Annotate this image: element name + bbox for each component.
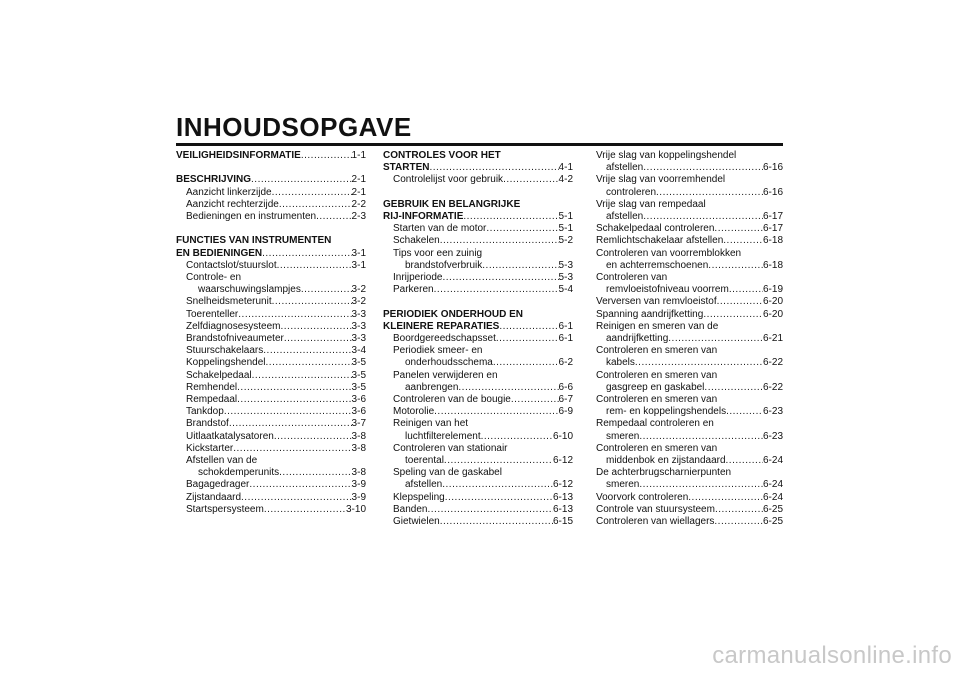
toc-leader-dots	[279, 199, 352, 211]
toc-page-number: 6-2	[558, 357, 573, 369]
toc-entry-title: Rempedaal	[186, 394, 238, 406]
toc-entry-title: waarschuwingslampjes	[198, 284, 301, 296]
toc-page-number: 3-9	[351, 491, 366, 503]
toc-entry[interactable]	[176, 504, 366, 516]
toc-entry-title: Banden	[393, 503, 428, 515]
toc-entry-continued: Vrije slag van koppelingshendel	[596, 150, 737, 161]
toc-page-number: 3-1	[351, 247, 366, 259]
toc-leader-dots	[511, 394, 559, 406]
toc-entry-title: aandrijfketting	[606, 333, 669, 345]
toc-entry-title: KLEINERE REPARATIES	[383, 320, 500, 332]
toc-page-number: 6-16	[762, 162, 783, 174]
toc-section-entry[interactable]	[176, 150, 366, 162]
toc-entry[interactable]	[176, 211, 366, 223]
toc-page-number: 4-1	[558, 162, 573, 174]
toc-entry-title: Aanzicht linkerzijde	[186, 186, 272, 198]
toc-entry-title: Uitlaatkatalysatoren	[186, 430, 274, 442]
toc-entry[interactable]	[176, 309, 366, 321]
toc-entry-title: Snelheidsmeterunit	[186, 296, 272, 308]
toc-page-number: 6-15	[552, 516, 573, 528]
toc-section-entry[interactable]	[176, 248, 366, 260]
toc-entry[interactable]	[383, 174, 573, 186]
toc-entry-title: Stuurschakelaars	[186, 345, 264, 357]
toc-leader-dots	[429, 162, 558, 174]
toc-entry-continued: Tips voor een zuinig	[393, 247, 483, 259]
toc-page-number: 6-22	[762, 381, 783, 393]
toc-entry-title: brandstofverbruik	[405, 259, 483, 271]
toc-entry-continued: Reinigen van het	[393, 418, 469, 430]
toc-leader-dots	[440, 235, 559, 247]
toc-section-heading: PERIODIEK ONDERHOUD EN	[383, 308, 524, 320]
toc-entry[interactable]	[383, 333, 573, 345]
toc-entry-title: Schakelen	[393, 235, 440, 247]
toc-entry[interactable]	[383, 382, 573, 394]
toc-page-number: 5-4	[558, 284, 573, 296]
toc-entry-title: Boordgereedschapsset	[393, 333, 496, 345]
toc-page-number: 6-20	[762, 296, 783, 308]
toc-entry-continued: Controleren en smeren van	[596, 369, 718, 381]
toc-entry-continued: Controleren en smeren van	[596, 442, 718, 454]
toc-gap	[176, 162, 366, 174]
toc-page-number: 2-3	[351, 211, 366, 222]
toc-entry[interactable]	[176, 321, 366, 333]
toc-entry[interactable]	[383, 284, 573, 296]
toc-entry[interactable]	[596, 431, 783, 443]
toc-leader-dots	[668, 333, 763, 345]
toc-entry-title: en achterremschoenen	[606, 259, 709, 271]
toc-entry-title: luchtfilterelement	[405, 430, 481, 442]
toc-leader-dots	[249, 479, 351, 491]
toc-entry[interactable]	[596, 357, 783, 369]
toc-entry[interactable]	[383, 492, 573, 504]
toc-entry-title: remvloeistofniveau voorrem	[606, 284, 729, 296]
toc-page-number: 6-22	[762, 357, 783, 369]
toc-entry-title: rem- en koppelingshendels	[606, 406, 727, 418]
toc-leader-dots	[442, 272, 558, 284]
toc-entry[interactable]	[383, 504, 573, 516]
toc-leader-dots	[434, 406, 558, 418]
toc-entry[interactable]	[596, 223, 783, 235]
toc-entry-title: Brandstof	[186, 418, 229, 430]
toc-leader-dots	[237, 394, 351, 406]
toc-entry-continued: Panelen verwijderen en	[393, 369, 498, 381]
toc-entry[interactable]	[176, 187, 366, 199]
toc-leader-dots	[486, 223, 558, 235]
toc-entry[interactable]	[176, 443, 366, 455]
toc-page-number: 3-3	[351, 333, 366, 345]
toc-entry-title: onderhoudsschema	[405, 357, 493, 369]
toc-entry[interactable]	[383, 516, 573, 528]
toc-column-1	[176, 150, 366, 516]
toc-entry-continued: Vrije slag van rempedaal	[596, 198, 706, 210]
toc-entry-continued: Afstellen van de	[186, 455, 258, 467]
toc-leader-dots	[434, 284, 559, 296]
toc-leader-dots	[277, 260, 352, 272]
toc-entry-title: smeren	[606, 430, 640, 442]
toc-entry[interactable]	[596, 479, 783, 491]
toc-page-number: 6-1	[558, 333, 573, 345]
toc-entry[interactable]	[176, 418, 366, 430]
toc-page-number: 6-18	[762, 235, 783, 247]
toc-page-number: 3-6	[351, 394, 366, 406]
toc-page-number: 6-23	[762, 430, 783, 442]
toc-entry-title: Zijstandaard	[186, 491, 242, 503]
toc-page-number: 5-1	[558, 211, 573, 222]
toc-page-number: 3-8	[351, 430, 366, 442]
toc-leader-dots	[726, 455, 763, 467]
toc-entry[interactable]	[596, 333, 783, 345]
toc-entry-title: Controle van stuursysteem	[596, 503, 715, 515]
toc-entry-continued: Controleren en smeren van	[596, 345, 718, 357]
toc-leader-dots	[442, 479, 553, 491]
toc-leader-dots	[643, 162, 763, 174]
toc-leader-dots	[279, 467, 351, 479]
toc-leader-dots	[251, 174, 352, 186]
toc-section-heading: FUNCTIES VAN INSTRUMENTEN	[176, 235, 332, 247]
toc-leader-dots	[499, 321, 558, 333]
toc-page-number: 5-3	[558, 272, 573, 284]
toc-page-number: 3-10	[345, 503, 366, 515]
toc-entry[interactable]	[596, 284, 783, 296]
toc-page-number: 5-3	[558, 259, 573, 271]
toc-gap	[176, 223, 366, 235]
toc-page-number: 6-17	[762, 211, 783, 223]
toc-page-number: 6-13	[552, 491, 573, 503]
toc-page-number: 6-13	[552, 503, 573, 515]
toc-page-number: 2-1	[351, 174, 366, 186]
toc-entry-title: EN BEDIENINGEN	[176, 247, 263, 259]
toc-page-number: 1-1	[351, 150, 366, 161]
toc-page-number: 6-19	[762, 284, 783, 296]
toc-entry-title: Remlichtschakelaar afstellen	[596, 235, 724, 247]
toc-leader-dots	[643, 211, 763, 223]
toc-entry-title: afstellen	[405, 479, 443, 491]
toc-leader-dots	[714, 516, 763, 528]
toc-entry-title: Brandstofniveaumeter	[186, 333, 284, 345]
toc-leader-dots	[284, 333, 352, 345]
toc-entry-continued: Controleren van	[596, 272, 668, 284]
toc-entry[interactable]	[176, 394, 366, 406]
toc-entry[interactable]	[596, 382, 783, 394]
toc-entry-title: Bedieningen en instrumenten	[186, 211, 317, 222]
toc-leader-dots	[496, 333, 559, 345]
toc-leader-dots	[482, 260, 558, 272]
toc-entry-title: STARTEN	[383, 162, 430, 174]
toc-leader-dots	[445, 492, 553, 504]
toc-entry[interactable]	[176, 382, 366, 394]
toc-page-number: 6-18	[762, 259, 783, 271]
toc-page-number: 6-9	[558, 406, 573, 418]
toc-entry-title: Voorvork controleren	[596, 491, 689, 503]
toc-entry-title: Toerenteller	[186, 308, 239, 320]
toc-page-number: 3-2	[351, 284, 366, 296]
toc-entry[interactable]	[596, 260, 783, 272]
toc-leader-dots	[238, 309, 351, 321]
toc-entry-continued: Controleren van voorremblokken	[596, 247, 742, 259]
toc-entry[interactable]	[176, 199, 366, 211]
toc-entry-title: aanbrengen	[405, 381, 459, 393]
toc-column-2	[383, 150, 573, 528]
toc-entry[interactable]	[596, 492, 783, 504]
watermark: carmanualsonline.info	[712, 642, 952, 669]
toc-gap	[383, 296, 573, 308]
toc-entry-title: Remhendel	[186, 381, 238, 393]
toc-entry[interactable]	[596, 516, 783, 528]
toc-leader-dots	[266, 357, 352, 369]
toc-page-number: 3-3	[351, 320, 366, 332]
toc-entry-title: Spanning aandrijfketting	[596, 308, 704, 320]
toc-page-number: 3-5	[351, 381, 366, 393]
toc-entry-title: afstellen	[606, 162, 644, 174]
toc-entry-title: Verversen van remvloeistof	[596, 296, 717, 308]
toc-entry[interactable]	[176, 406, 366, 418]
toc-leader-dots	[708, 260, 763, 272]
toc-entry-title: controleren	[606, 186, 657, 198]
toc-entry-title: Kickstarter	[186, 442, 234, 454]
toc-entry[interactable]	[176, 284, 366, 296]
toc-section-entry[interactable]	[383, 162, 573, 174]
toc-page-number: 6-23	[762, 406, 783, 418]
toc-entry-title: kabels	[606, 357, 635, 369]
toc-leader-dots	[704, 382, 763, 394]
toc-entry-title: Zelfdiagnosesysteem	[186, 320, 281, 332]
toc-entry[interactable]	[176, 370, 366, 382]
toc-entry-continued: Periodiek smeer- en	[393, 345, 483, 357]
toc-leader-dots	[656, 187, 763, 199]
toc-entry-continued: Rempedaal controleren en	[596, 418, 714, 430]
toc-entry[interactable]	[383, 260, 573, 272]
toc-page-number: 6-20	[762, 308, 783, 320]
toc-leader-dots	[301, 284, 352, 296]
toc-leader-dots	[440, 516, 553, 528]
toc-page-number: 6-24	[762, 491, 783, 503]
toc-leader-dots	[301, 150, 352, 162]
toc-leader-dots	[714, 223, 763, 235]
toc-page-number: 3-7	[351, 418, 366, 430]
toc-leader-dots	[252, 370, 352, 382]
toc-entry-title: Controlelijst voor gebruik	[393, 174, 504, 186]
toc-entry-title: gasgreep en gaskabel	[606, 381, 705, 393]
toc-page-number: 6-12	[552, 455, 573, 467]
toc-section-entry[interactable]	[176, 174, 366, 186]
toc-entry[interactable]	[176, 467, 366, 479]
toc-page-number: 3-9	[351, 479, 366, 491]
toc-leader-dots	[316, 211, 351, 223]
toc-entry[interactable]	[596, 235, 783, 247]
toc-entry[interactable]	[176, 492, 366, 504]
toc-entry-title: Gietwielen	[393, 516, 440, 528]
toc-page-number: 6-25	[762, 516, 783, 528]
toc-entry[interactable]	[176, 431, 366, 443]
toc-entry-title: Controleren van wiellagers	[596, 516, 715, 528]
toc-entry-title: Inrijperiode	[393, 272, 443, 284]
toc-page-number: 3-1	[351, 259, 366, 271]
toc-page-number: 3-8	[351, 442, 366, 454]
toc-page-number: 3-2	[351, 296, 366, 308]
toc-entry-title: toerental	[405, 455, 444, 467]
toc-entry-title: BESCHRIJVING	[176, 174, 252, 186]
toc-page-number: 3-3	[351, 308, 366, 320]
toc-page-number: 3-4	[351, 345, 366, 357]
toc-entry-continued: Speling van de gaskabel	[393, 467, 502, 479]
toc-entry-title: Parkeren	[393, 284, 434, 296]
toc-entry[interactable]	[176, 345, 366, 357]
toc-column-3	[596, 150, 783, 528]
toc-leader-dots	[481, 431, 553, 443]
toc-entry[interactable]	[176, 333, 366, 345]
toc-entry[interactable]	[596, 455, 783, 467]
toc-entry-title: Koppelingshendel	[186, 357, 266, 369]
toc-entry-title: Starten van de motor	[393, 223, 487, 235]
toc-entry-continued: Controleren van stationair	[393, 442, 508, 454]
title-rule	[176, 143, 783, 146]
toc-leader-dots	[233, 443, 351, 455]
toc-entry-continued: Controleren en smeren van	[596, 394, 718, 406]
toc-entry-title: Motorolie	[393, 406, 435, 418]
toc-page-number: 6-24	[762, 455, 783, 467]
toc-page-number: 6-10	[552, 430, 573, 442]
toc-entry-title: schokdemperunits	[198, 467, 280, 479]
toc-leader-dots	[688, 492, 763, 504]
toc-entry[interactable]	[383, 223, 573, 235]
toc-leader-dots	[723, 235, 763, 247]
toc-leader-dots	[281, 321, 352, 333]
toc-page-number: 2-2	[351, 198, 366, 210]
toc-leader-dots	[264, 504, 346, 516]
page-title: INHOUDSOPGAVE	[176, 112, 412, 142]
toc-entry-continued: De achterbrugscharnierpunten	[596, 467, 732, 479]
toc-entry[interactable]	[383, 357, 573, 369]
toc-gap	[383, 187, 573, 199]
toc-page-number: 6-16	[762, 186, 783, 198]
toc-entry-title: Aanzicht rechterzijde	[186, 198, 279, 210]
toc-entry-continued: Vrije slag van voorremhendel	[596, 174, 726, 186]
toc-leader-dots	[493, 357, 559, 369]
toc-entry[interactable]	[176, 479, 366, 491]
toc-entry[interactable]	[596, 296, 783, 308]
toc-leader-dots	[503, 174, 558, 186]
toc-leader-dots	[635, 357, 763, 369]
toc-page-number: 6-25	[762, 503, 783, 515]
toc-leader-dots	[272, 296, 352, 308]
toc-entry-title: middenbok en zijstandaard	[606, 455, 726, 467]
toc-entry[interactable]	[596, 504, 783, 516]
toc-entry-title: Startspersysteem	[186, 503, 264, 515]
toc-entry-continued: Reinigen en smeren van de	[596, 320, 719, 332]
toc-entry-title: Bagagedrager	[186, 479, 250, 491]
toc-entry[interactable]	[176, 296, 366, 308]
toc-entry[interactable]	[383, 235, 573, 247]
toc-entry-title: Tankdop	[186, 406, 224, 418]
toc-entry[interactable]	[596, 211, 783, 223]
toc-leader-dots	[458, 382, 558, 394]
toc-leader-dots	[274, 431, 352, 443]
toc-leader-dots	[241, 492, 352, 504]
toc-page-number: 4-2	[558, 174, 573, 186]
toc-section-heading: GEBRUIK EN BELANGRIJKE	[383, 198, 521, 210]
toc-leader-dots	[726, 406, 763, 418]
toc-entry[interactable]	[383, 394, 573, 406]
toc-entry-title: Schakelpedaal	[186, 369, 252, 381]
toc-leader-dots	[272, 187, 352, 199]
toc-entry-title: smeren	[606, 479, 640, 491]
toc-leader-dots	[263, 345, 351, 357]
toc-entry[interactable]	[383, 431, 573, 443]
toc-leader-dots	[262, 248, 351, 260]
toc-page-number: 2-1	[351, 186, 366, 198]
toc-entry-title: Klepspeling	[393, 491, 445, 503]
toc-page-number: 3-5	[351, 357, 366, 369]
toc-entry-continued: Controle- en	[186, 272, 242, 283]
toc-entry[interactable]	[596, 309, 783, 321]
toc-entry-title: VEILIGHEIDSINFORMATIE	[176, 150, 301, 161]
toc-entry[interactable]	[176, 260, 366, 272]
toc-page-number: 5-1	[558, 223, 573, 235]
toc-leader-dots	[463, 211, 558, 223]
toc-leader-dots	[427, 504, 553, 516]
toc-leader-dots	[639, 479, 763, 491]
toc-entry[interactable]	[383, 272, 573, 284]
toc-page-number: 3-6	[351, 406, 366, 418]
toc-entry[interactable]	[383, 455, 573, 467]
toc-entry[interactable]	[176, 357, 366, 369]
toc-page-number: 6-21	[762, 333, 783, 345]
toc-page-number: 3-8	[351, 467, 366, 479]
toc-entry[interactable]	[383, 406, 573, 418]
toc-leader-dots	[717, 296, 763, 308]
toc-leader-dots	[639, 431, 763, 443]
toc-entry[interactable]	[596, 406, 783, 418]
toc-leader-dots	[703, 309, 763, 321]
toc-entry-title: afstellen	[606, 211, 644, 223]
toc-section-heading: CONTROLES VOOR HET	[383, 150, 501, 161]
toc-page-number: 3-5	[351, 369, 366, 381]
toc-page-number: 6-24	[762, 479, 783, 491]
toc-page-number: 6-17	[762, 223, 783, 235]
toc-entry[interactable]	[596, 162, 783, 174]
toc-page-number: 6-6	[558, 381, 573, 393]
toc-entry-title: Contactslot/stuurslot	[186, 259, 277, 271]
toc-leader-dots	[224, 406, 352, 418]
toc-page-number: 5-2	[558, 235, 573, 247]
toc-entry-title: Schakelpedaal controleren	[596, 223, 715, 235]
toc-leader-dots	[229, 418, 352, 430]
toc-leader-dots	[444, 455, 553, 467]
toc-entry-title: Controleren van de bougie	[393, 394, 511, 406]
toc-entry-title: RIJ-INFORMATIE	[383, 211, 464, 222]
toc-section-entry[interactable]	[383, 321, 573, 333]
toc-entry[interactable]	[383, 479, 573, 491]
toc-page-number: 6-12	[552, 479, 573, 491]
toc-page-number: 6-7	[558, 394, 573, 406]
toc-section-entry[interactable]	[383, 211, 573, 223]
toc-entry[interactable]	[596, 187, 783, 199]
toc-page-number: 6-1	[558, 320, 573, 332]
toc-leader-dots	[715, 504, 763, 516]
toc-leader-dots	[237, 382, 351, 394]
toc-leader-dots	[729, 284, 763, 296]
